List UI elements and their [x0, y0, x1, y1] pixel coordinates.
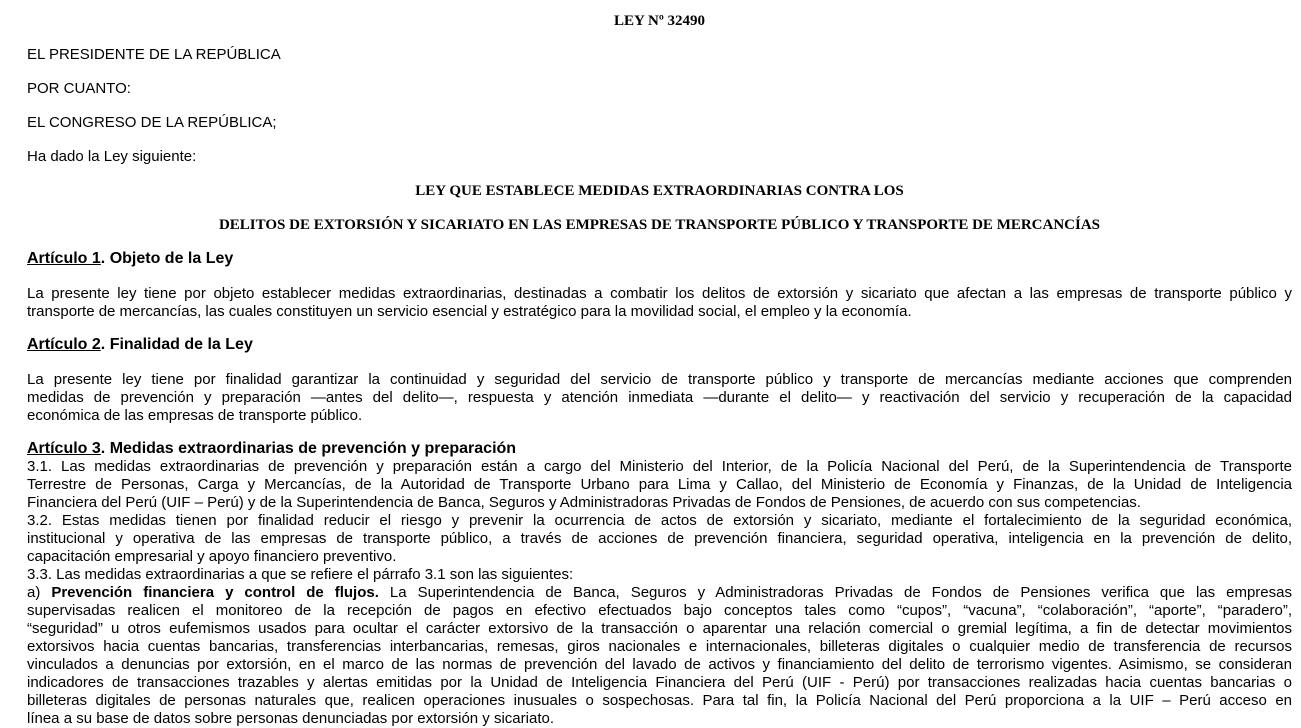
article-1-line: transporte de mercancías, las cuales constituyen un servicio esencial y estratégico para la movilidad social, el empleo y la economía.: [27, 303, 912, 320]
article-1-line: La presente ley tiene por objeto establecer medidas extraordinarias, destinadas a combatir los delitos de extorsión y sicariato que afectan a las empresas de transporte público y: [27, 285, 1292, 302]
item-a-line: extorsivos hacia cuentas bancarias, transferencias interbancarias, remesas, giros nacionales e internacionales, billeteras digitales o cualquier medio de transferencia de recursos: [27, 638, 1292, 655]
paragraph-3-3: 3.3. Las medidas extraordinarias a que se refiere el párrafo 3.1 son las siguientes:: [27, 566, 574, 583]
item-a-line: vinculados a denuncias por extorsión, en el marco de las normas de prevención del lavado de activos y financiamiento del delito de terrorismo vigentes. Asimismo, se consideran: [27, 656, 1292, 673]
law-title-line-2: DELITOS DE EXTORSIÓN Y SICARIATO EN LAS EMPRESAS DE TRANSPORTE PÚBLICO Y TRANSPORTE DE MERCANCÍAS: [218, 217, 1101, 233]
article-2-label: Artículo 2: [27, 336, 101, 353]
article-3-body: [27, 458, 1292, 728]
item-a-line: línea a su base de datos sobre personas denunciadas por extorsión y sicariato.: [27, 710, 554, 727]
intro-congreso: EL CONGRESO DE LA REPÚBLICA;: [27, 114, 277, 131]
item-a-line: indicadores de transacciones trazables y alertas emitidas por la Unidad de Inteligencia Financiera del Perú (UIF - Perú) por transacciones realizadas hacia cuentas bancarias o: [27, 674, 1292, 691]
item-a-line: “seguridad” u otros eufemismos usados para ocultar el carácter extorsivo de la transacción o aparentar una relación comercial o gremial legítima, a fin de detectar movimientos: [27, 620, 1292, 637]
item-a-bold-title: Prevención financiera y control de flujos.: [51, 584, 379, 601]
paragraph-3-2-line: capacitación empresarial y apoyo financiero preventivo.: [27, 548, 397, 565]
item-a-prefix: a): [27, 584, 52, 601]
article-1-label: Artículo 1: [27, 250, 101, 267]
article-2-title: . Finalidad de la Ley: [100, 336, 253, 353]
intro-por-cuanto: POR CUANTO:: [27, 80, 131, 97]
article-2-heading: [27, 336, 253, 354]
law-title-line-1: LEY QUE ESTABLECE MEDIDAS EXTRAORDINARIAS CONTRA LOS: [415, 183, 904, 199]
law-number: LEY Nº 32490: [613, 13, 706, 29]
paragraph-3-2-line: 3.2. Estas medidas tienen por finalidad reducir el riesgo y prevenir la ocurrencia de actos de extorsión y sicariato, mediante el fortalecimiento de la seguridad económica,: [27, 512, 1292, 529]
item-a-line: supervisadas realicen el monitoreo de la recepción de pagos en efectivo efectuados bajo conceptos tales como “cupos”, “vacuna”, “colaboración”, “aporte”, “paradero”,: [27, 602, 1292, 619]
intro-president: EL PRESIDENTE DE LA REPÚBLICA: [27, 46, 281, 63]
article-1-heading: [27, 250, 233, 268]
article-3-heading: [27, 440, 516, 458]
article-2-body: [27, 371, 1292, 425]
paragraph-3-2-line: institucional y operativa de las empresas de transporte público, a través de acciones de prevención financiera, seguridad operativa, inteligencia en la prevención de delito,: [27, 530, 1292, 547]
intro-ha-dado: Ha dado la Ley siguiente:: [27, 148, 197, 165]
article-1-body: [27, 285, 1292, 321]
item-a-first-rest: La Superintendencia de Banca, Seguros y Administradoras Privadas de Fondos de Pensiones verifica que las empresas: [378, 584, 1292, 601]
item-a-first-line: [27, 584, 1292, 602]
article-1-title: . Objeto de la Ley: [100, 250, 234, 267]
paragraph-3-1-line: Terrestre de Personas, Carga y Mercancías, de la Autoridad de Transporte Urbano para Lima y Callao, del Ministerio de Economía y Finanzas, de la Unidad de Inteligencia: [27, 476, 1292, 493]
article-2-line: medidas de prevención y preparación —antes del delito—, respuesta y atención inmediata —durante el delito— y reactivación del servicio y recuperación de la capacidad: [27, 389, 1292, 406]
article-3-title: . Medidas extraordinarias de prevención y preparación: [100, 440, 517, 457]
article-3-label: Artículo 3: [27, 440, 101, 457]
paragraph-3-1-line: Financiera del Perú (UIF – Perú) y de la Superintendencia de Banca, Seguros y Administradoras Privadas de Fondos de Pensiones, de acuerdo con sus competencias.: [27, 494, 1141, 511]
item-a-line: billeteras digitales de personas naturales que, realicen operaciones inusuales o sospechosas. Para tal fin, la Policía Nacional del Perú proporciona a la UIF – Perú acceso en: [27, 692, 1292, 709]
article-2-line: La presente ley tiene por finalidad garantizar la continuidad y seguridad del servicio de transporte público y transporte de mercancías mediante acciones que comprenden: [27, 371, 1292, 388]
article-2-line: económica de las empresas de transporte público.: [27, 407, 363, 424]
paragraph-3-1-line: 3.1. Las medidas extraordinarias de prevención y preparación están a cargo del Ministerio del Interior, de la Policía Nacional del Perú, de la Superintendencia de Transporte: [27, 458, 1292, 475]
